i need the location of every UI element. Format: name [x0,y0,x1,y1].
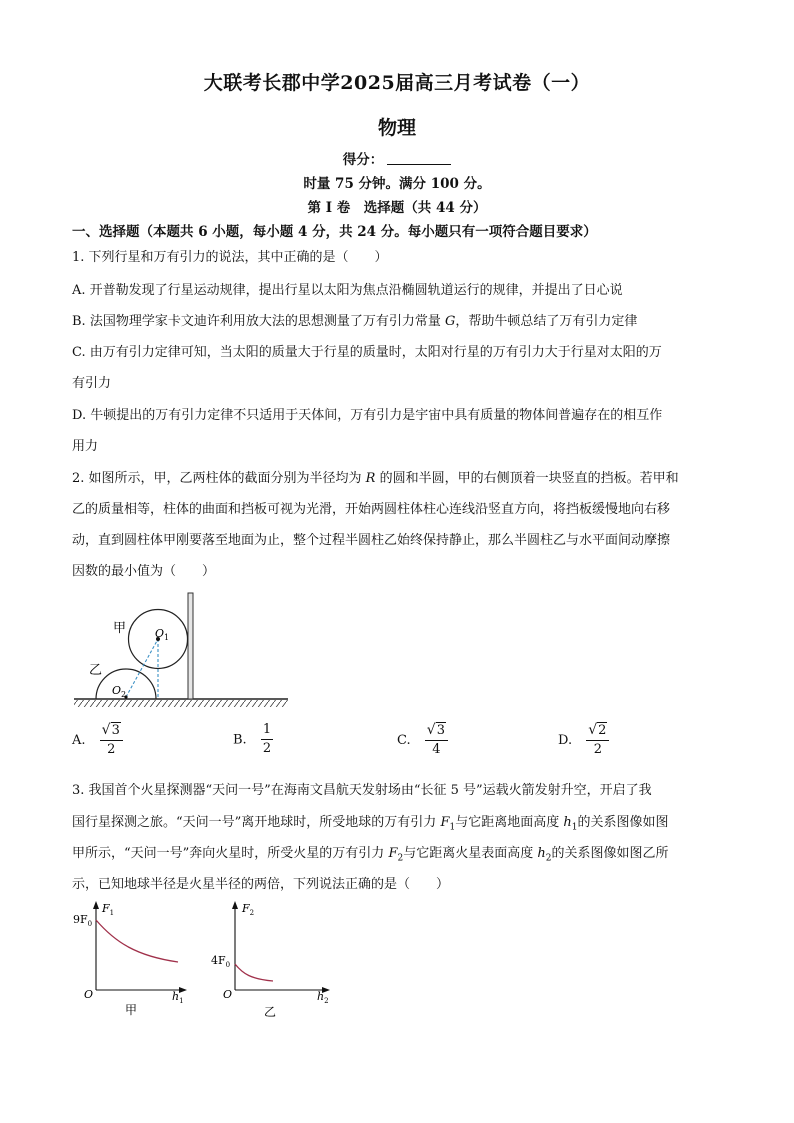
q1-option-a: A. 开普勒发现了行星运动规律，提出行星以太阳为焦点沿椭圆轨道运行的规律，并提出了日心说 [72,283,623,298]
q2-figure [70,590,310,710]
origin-label: O [84,988,94,1001]
exam-title: 大联考长郡中学2025届高三月考试卷（一） [203,72,591,94]
q3-stem-line3: 甲所示，“天问一号”奔向火星时，所受火星的万有引力 $F_2$与它距离火星表面高度 $h_2$的关系图像如图乙所 [72,846,669,864]
part-heading: 第 I 卷 选择题（共 44 分） [307,200,487,216]
score-line [0,148,794,168]
graph-caption: 乙 [264,1005,277,1019]
q2-stem-line3: 动，直到圆柱体甲刚要落至地面为止，整个过程半圆柱乙始终保持静止，那么半圆柱乙与水平面间动摩擦 [72,533,671,548]
q3-stem-line2: 国行星探测之旅。“天问一号”离开地球时，所受地球的万有引力 $F_1$与它距离地面高度 $h_1$的关系图像如图 [72,815,669,833]
ground-hatch [74,700,288,707]
q3-graph-jia [70,898,200,1023]
q3-stem-line4: 示，已知地球半径是火星半径的两倍，下列说法正确的是（ ） [72,877,450,892]
subject-title: 物理 [377,117,416,139]
q2-stem-line2: 乙的质量相等，柱体的曲面和挡板可视为光滑，开始两圆柱体柱心连线沿竖直方向，将挡板缓慢地向右移 [72,502,671,517]
q1-option-c-line2: 有引力 [72,376,112,391]
label-yi: 乙 [89,663,103,678]
y-axis-arrow [232,901,238,909]
section-heading: 一、选择题（本题共 6 小题，每小题 4 分，共 24 分。每小题只有一项符合题目要求） [72,224,597,240]
label-o2: $O_2$ [112,684,127,699]
label-jia: 甲 [113,621,127,636]
q2-stem-line1: 2. 如图所示，甲，乙两柱体的截面分别为半径均为 R 的圆和半圆，甲的右侧顶着一块竖直的挡板。若甲和 [72,471,679,486]
label-o1: $O_1$ [155,627,170,642]
force-curve-f2 [235,964,273,981]
origin-label: O [223,988,233,1001]
x-axis-label: $h_2$ [317,990,329,1005]
q2-stem-line4: 因数的最小值为（ ） [72,564,216,579]
q2-option-a: A. $\frac{√3}{2}$ [72,722,123,759]
q2-option-c: C. $\frac{√3}{4}$ [397,722,448,759]
baffle-board [188,593,193,699]
q1-option-d-line2: 用力 [72,439,99,454]
score-blank [387,151,451,165]
y0-label: $9F_0$ [73,913,93,928]
y-axis-label: $F_2$ [242,902,255,917]
q2-option-d: D. $\frac{√2}{2}$ [558,722,609,759]
graph-caption: 甲 [125,1003,138,1017]
q1-option-b: B. 法国物理学家卡文迪许利用放大法的思想测量了万有引力常量 G，帮助牛顿总结了万有引力定律 [72,314,638,329]
score-label: 得分： [342,152,384,168]
q1-stem: 1. 下列行星和万有引力的说法，其中正确的是（ ） [72,250,388,265]
q1-option-d-line1: D. 牛顿提出的万有引力定律不只适用于天体间，万有引力是宇宙中具有质量的物体间普遍存在的相互作 [72,408,663,423]
y-axis-arrow [93,901,99,909]
time-info: 时量 75 分钟。满分 100 分。 [303,176,491,192]
x-axis-label: $h_1$ [172,990,184,1005]
q3-stem-line1: 3. 我国首个火星探测器“天问一号”在海南文昌航天发射场由“长征 5 号”运载火箭发射升空，开启了我 [72,783,652,798]
y-axis-label: $F_1$ [102,902,115,917]
q2-option-b: B. $\frac{1}{2}$ [233,722,272,756]
y0-label: $4F_0$ [211,954,231,969]
q1-option-c-line1: C. 由万有引力定律可知，当太阳的质量大于行星的质量时，太阳对行星的万有引力大于行星对太阳的万 [72,345,662,360]
force-curve-f1 [96,920,178,962]
q3-graph-yi [207,898,337,1023]
x-axis-arrow [179,987,187,993]
